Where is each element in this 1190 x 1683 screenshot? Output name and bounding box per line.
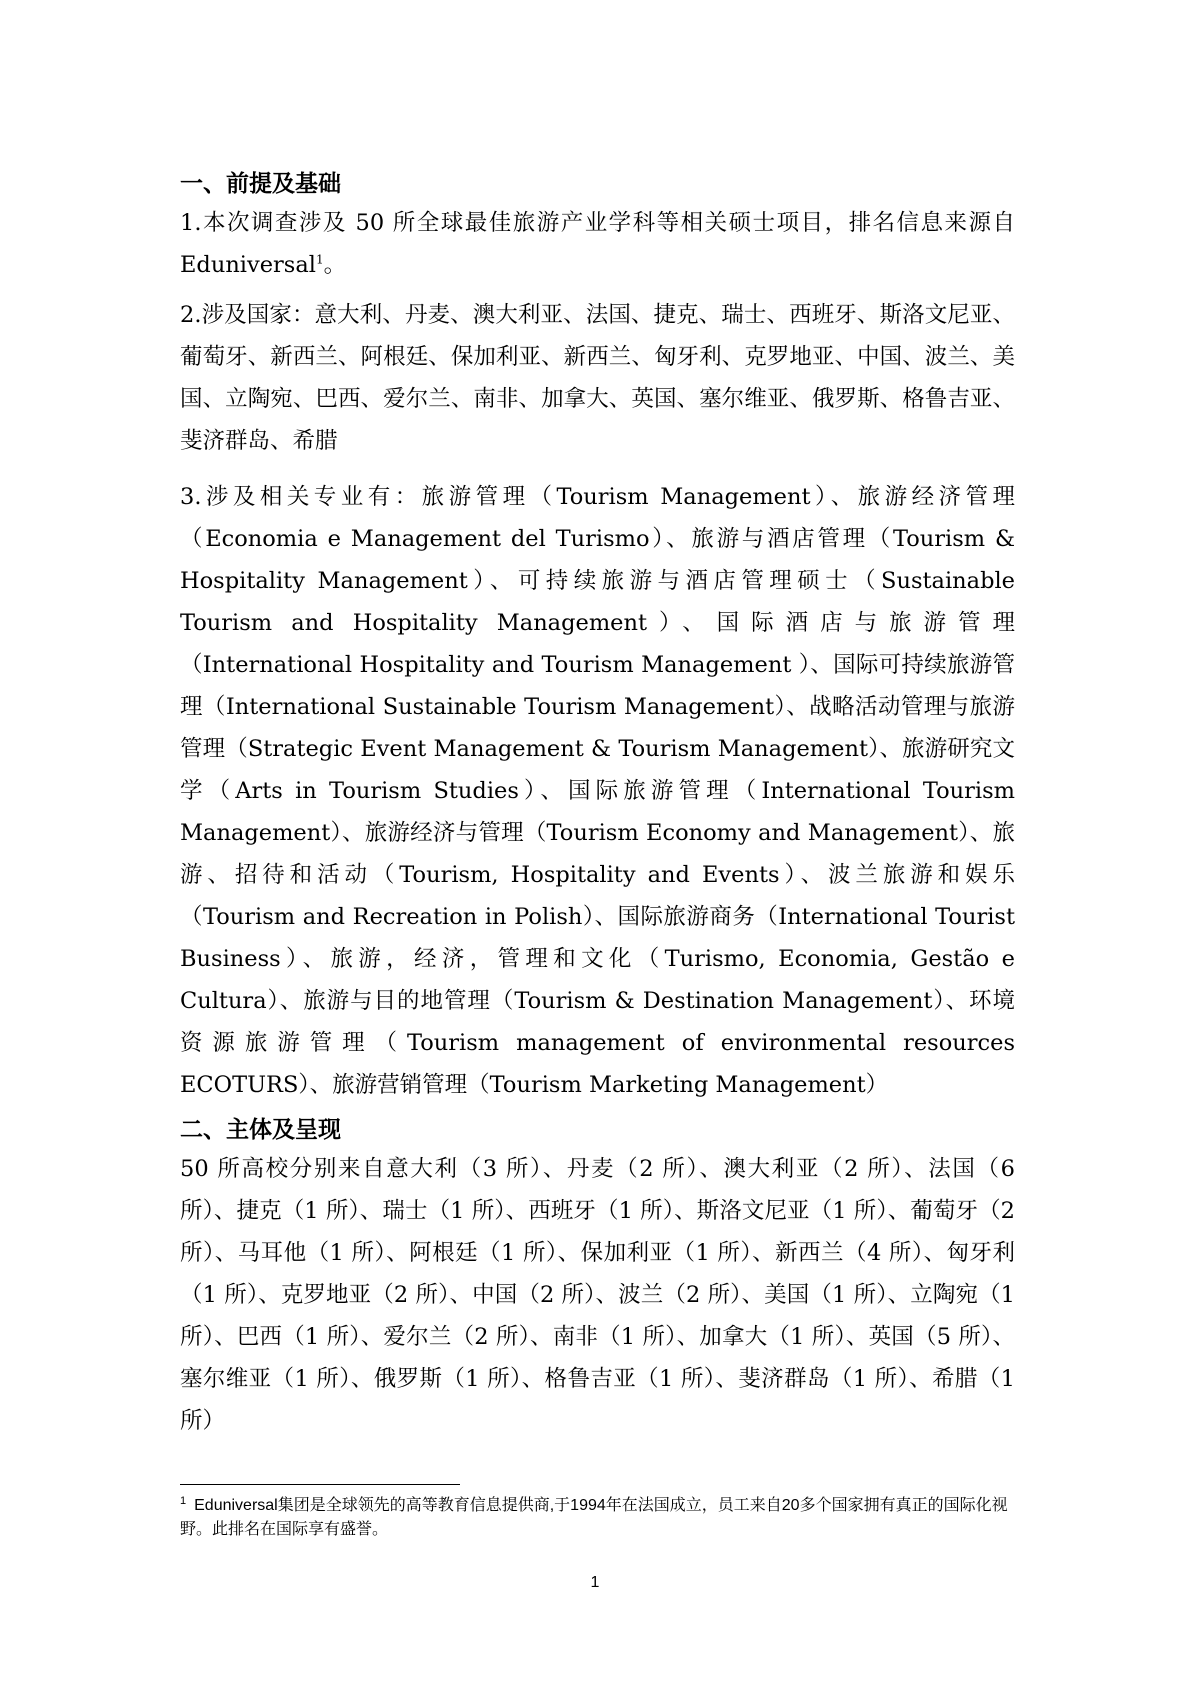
footnote-text: Eduniversal集团是全球领先的高等教育信息提供商,于1994年在法国成立，员工来自20多个国家拥有真正的国际化视野。此排名在国际享有盛誉。 (180, 1497, 1008, 1538)
footnote (180, 1494, 1015, 1542)
section-heading-subjects: 二、主体及呈现 (180, 1117, 341, 1143)
footnote-separator (180, 1484, 460, 1485)
document-body (180, 168, 1015, 1456)
paragraph-survey-scope-end: 。 (323, 252, 347, 278)
section-heading-premise: 一、前提及基础 (180, 171, 341, 197)
footnote-reference[interactable]: 1 (315, 252, 324, 267)
paragraph-survey-scope-text: 1.本次调查涉及 50 所全球最佳旅游产业学科等相关硕士项目，排名信息来源自 Eduniversal (180, 210, 1015, 278)
page-number: 1 (590, 1574, 600, 1591)
paragraph-majors: 3.涉及相关专业有：旅游管理（Tourism Management）、旅游经济管理（Economia e Management del Turismo）、旅游与酒店管理（Tourism & Hospitality Management）、可持续旅游与酒店管理硕士（Sustainable Tourism and Hospitality Management）、国际酒店与旅游管理（International Hospitality and Tourism Management ）、国际可持续旅游管理（International Sustainable Tourism Management）、战略活动管理与旅游管理（Strategic Event Management & Tourism Management）、旅游研究文学（Arts in Tourism Studies）、国际旅游管理（International Tourism Management）、旅游经济与管理（Tourism Economy and Management）、旅游、招待和活动（Tourism, Hospitality and Events）、波兰旅游和娱乐（Tourism and Recreation in Polish）、国际旅游商务（International Tourist Business）、旅游，经济，管理和文化（Turismo, Economia, Gestão e Cultura）、旅游与目的地管理（Tourism & Destination Management）、环境资源旅游管理（Tourism management of environmental resources ECOTURS）、旅游营销管理（Tourism Marketing Management） (180, 484, 1015, 1098)
paragraph-universities-by-country: 50 所高校分别来自意大利（3 所）、丹麦（2 所）、澳大利亚（2 所）、法国（6 所）、捷克（1 所）、瑞士（1 所）、西班牙（1 所）、斯洛文尼亚（1 所）、葡萄牙（2 所）、马耳他（1 所）、阿根廷（1 所）、保加利亚（1 所）、新西兰（4 所）、匈牙利（1 所）、克罗地亚（2 所）、中国（2 所）、波兰（2 所）、美国（1 所）、立陶宛（1 所）、巴西（1 所）、爱尔兰（2 所）、南非（1 所）、加拿大（1 所）、英国（5 所）、塞尔维亚（1 所）、俄罗斯（1 所）、格鲁吉亚（1 所）、斐济群岛（1 所）、希腊（1 所） (180, 1156, 1015, 1434)
paragraph-countries: 2.涉及国家：意大利、丹麦、澳大利亚、法国、捷克、瑞士、西班牙、斯洛文尼亚、葡萄牙、新西兰、阿根廷、保加利亚、新西兰、匈牙利、克罗地亚、中国、波兰、美国、立陶宛、巴西、爱尔兰、南非、加拿大、英国、塞尔维亚、俄罗斯、格鲁吉亚、斐济群岛、希腊 (180, 302, 1015, 454)
footnote-marker: 1 (180, 1494, 187, 1507)
paragraph-survey-scope (180, 202, 1015, 286)
